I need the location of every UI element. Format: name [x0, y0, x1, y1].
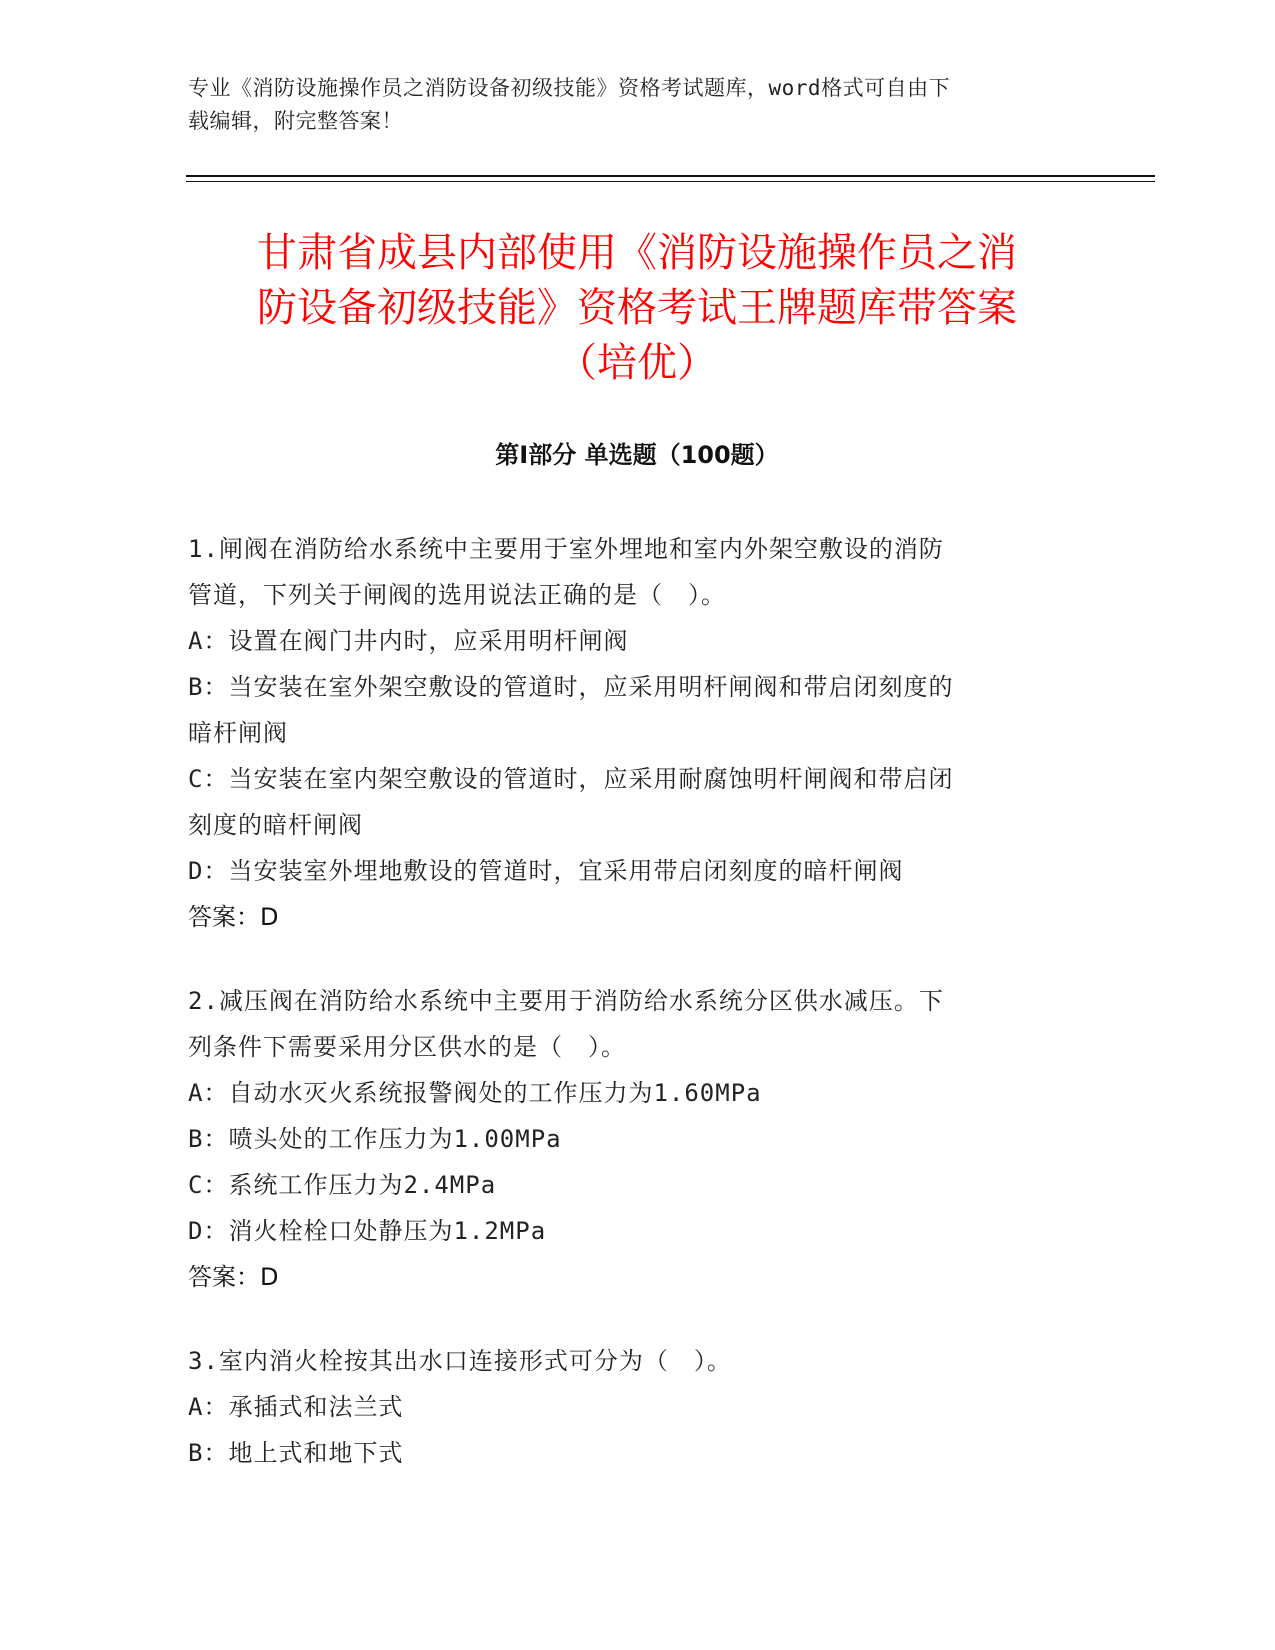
header-note-line: 专业《消防设施操作员之消防设备初级技能》资格考试题库，word格式可自由下 — [188, 76, 951, 100]
answer: 答案：D — [188, 903, 279, 931]
option-c: C：当安装在室内架空敷设的管道时，应采用耐腐蚀明杆闸阀和带启闭 — [188, 765, 954, 793]
option-a: A：自动水灭火系统报警阀处的工作压力为1.60MPa — [188, 1079, 762, 1107]
question-stem: 管道，下列关于闸阀的选用说法正确的是（ ）。 — [188, 581, 726, 609]
document-title — [186, 226, 1088, 391]
document-title-line: 防设备初级技能》资格考试王牌题库带答案 — [257, 285, 1017, 331]
option-b: 暗杆闸阀 — [188, 719, 288, 747]
header-note — [188, 72, 1088, 138]
option-b: B：喷头处的工作压力为1.00MPa — [188, 1125, 562, 1153]
option-a: A：承插式和法兰式 — [188, 1393, 404, 1421]
document-title-line: 甘肃省成县内部使用《消防设施操作员之消 — [257, 230, 1017, 276]
option-d: D：消火栓栓口处静压为1.2MPa — [188, 1217, 547, 1245]
question-1 — [188, 526, 1068, 940]
option-b: B：当安装在室外架空敷设的管道时，应采用明杆闸阀和带启闭刻度的 — [188, 673, 954, 701]
question-3 — [188, 1338, 1068, 1476]
question-stem: 1.闸阀在消防给水系统中主要用于室外埋地和室内外架空敷设的消防 — [188, 535, 944, 563]
section-heading: 第Ⅰ部分 单选题（100题） — [495, 441, 779, 469]
header-divider-thin — [186, 181, 1155, 182]
question-stem: 2.减压阀在消防给水系统中主要用于消防给水系统分区供水减压。下 — [188, 987, 944, 1015]
question-stem: 列条件下需要采用分区供水的是（ ）。 — [188, 1033, 626, 1061]
question-2 — [188, 978, 1068, 1300]
option-b: B：地上式和地下式 — [188, 1439, 404, 1467]
header-divider-thick — [186, 175, 1155, 177]
option-c: C：系统工作压力为2.4MPa — [188, 1171, 497, 1199]
option-c: 刻度的暗杆闸阀 — [188, 811, 363, 839]
question-stem: 3.室内消火栓按其出水口连接形式可分为（ ）。 — [188, 1347, 732, 1375]
header-note-line: 载编辑，附完整答案！ — [188, 109, 403, 133]
answer: 答案：D — [188, 1263, 279, 1291]
option-a: A：设置在阀门井内时，应采用明杆闸阀 — [188, 627, 629, 655]
document-title-line: （培优） — [557, 340, 717, 386]
option-d: D：当安装室外埋地敷设的管道时，宜采用带启闭刻度的暗杆闸阀 — [188, 857, 904, 885]
